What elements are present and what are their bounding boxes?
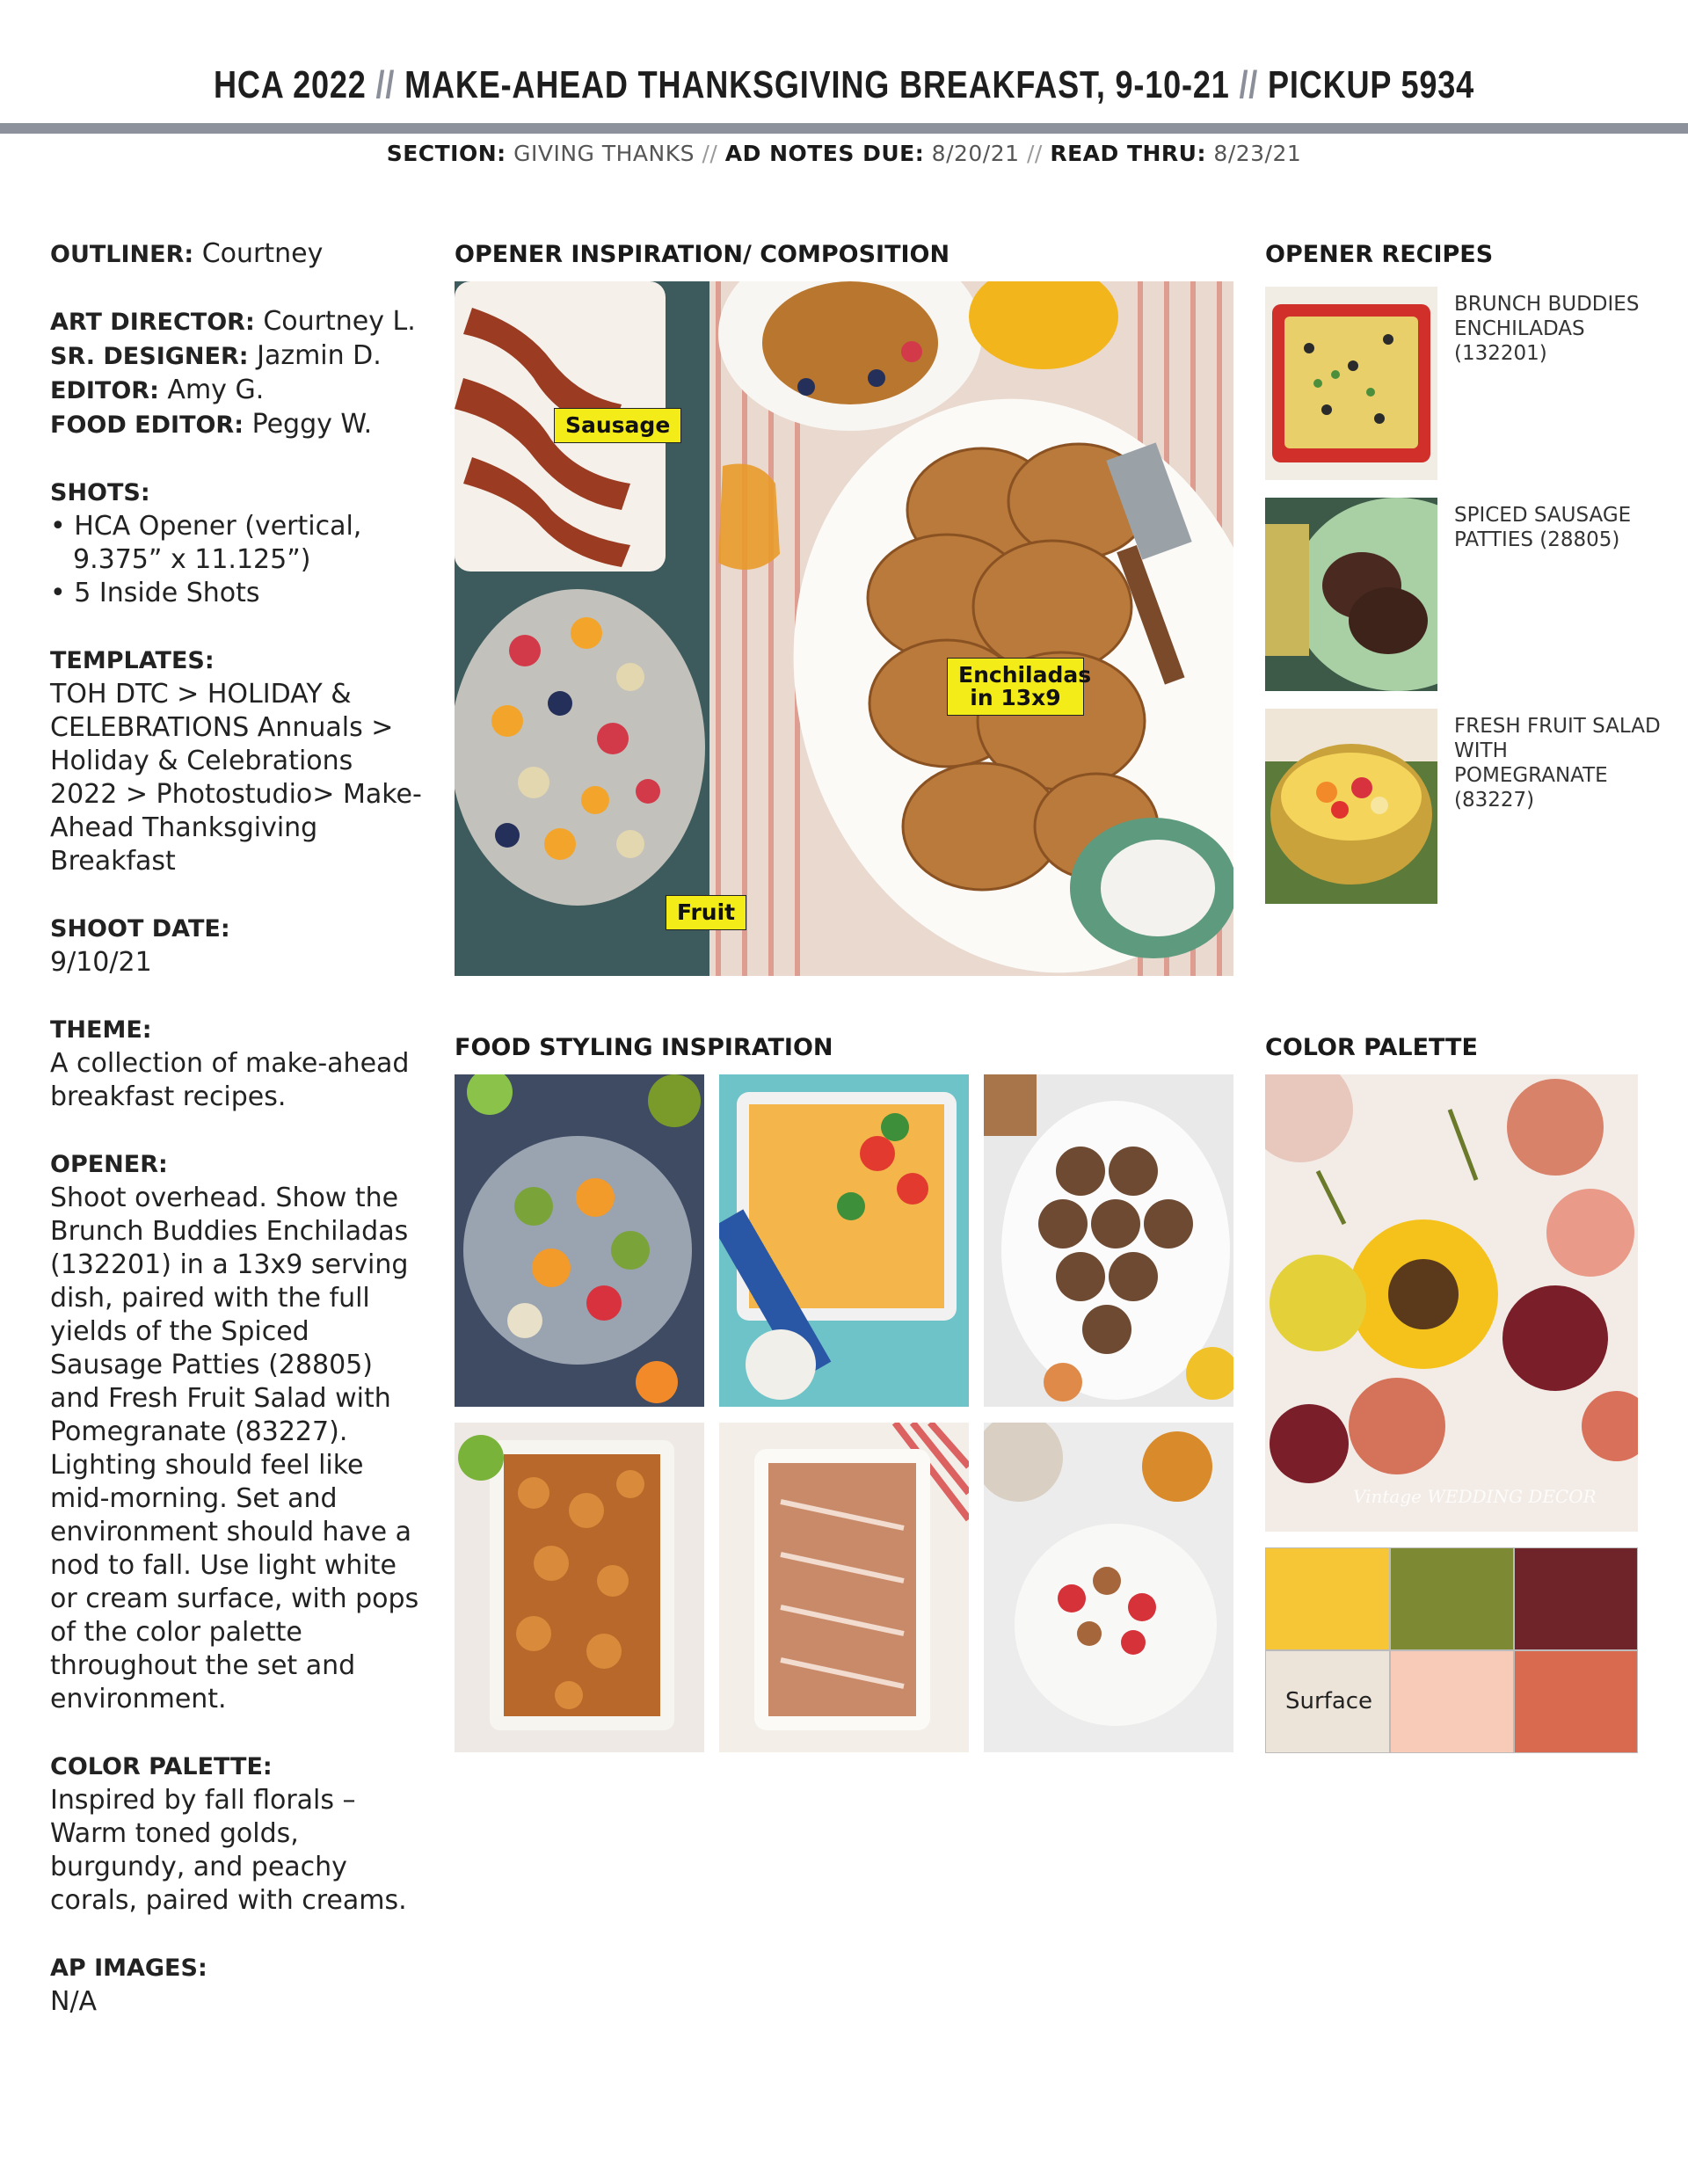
recipe-name-enchiladas: BRUNCH BUDDIES ENCHILADAS (132201) — [1454, 293, 1640, 365]
recipe-thumb-enchiladas — [1265, 287, 1437, 480]
styling-photo-french-toast-bake — [455, 1423, 704, 1752]
shots-block: SHOTS: • HCA Opener (vertical, 9.375” x 11.125”) • 5 Inside Shots — [50, 479, 362, 608]
recipe-thumb-fruit-salad — [1265, 709, 1437, 904]
swatch-gold — [1265, 1547, 1390, 1650]
brief-column — [50, 237, 428, 2052]
recipe-name-fruit-salad: FRESH FRUIT SALAD WITH POMEGRANATE (83227) — [1454, 715, 1661, 812]
styling-photo-sausage-patties — [984, 1074, 1233, 1407]
tag-sausage: Sausage — [554, 408, 681, 443]
opener-inspiration-photo — [455, 281, 1233, 976]
templates-block: TEMPLATES: TOH DTC > HOLIDAY & CELEBRATIONS Annuals > Holiday & Celebrations 2022 > Photostudio> Make-Ahead Thanksgiving Breakfast — [50, 647, 422, 877]
opener-photo-illustration — [455, 281, 1233, 976]
color-palette-block: COLOR PALETTE: Inspired by fall florals – Warm toned golds, burgundy, and peachy corals, paired with creams. — [50, 1753, 407, 1916]
swatch-burgundy — [1514, 1547, 1638, 1650]
color-palette-label: COLOR PALETTE — [1265, 1034, 1478, 1061]
palette-watermark: Vintage WEDDING DECOR — [1353, 1486, 1597, 1507]
tag-enchiladas: Enchiladas in 13x9 — [947, 658, 1084, 716]
recipe-thumb-sausage — [1265, 498, 1437, 691]
tag-fruit: Fruit — [666, 895, 746, 930]
theme-block: THEME: A collection of make-ahead breakfast recipes. — [50, 1016, 410, 1112]
opener-inspiration-label: OPENER INSPIRATION/ COMPOSITION — [455, 241, 950, 268]
ap-images-block: AP IMAGES: N/A — [50, 1955, 207, 2017]
swatch-surface-label: Surface — [1285, 1688, 1373, 1714]
palette-floral-photo — [1265, 1074, 1638, 1532]
opener-recipes-label: OPENER RECIPES — [1265, 241, 1494, 268]
outliner-block: OUTLINER: Courtney — [50, 238, 324, 269]
header-rule — [0, 123, 1688, 134]
styling-photo-granola-bowl — [984, 1423, 1233, 1752]
swatch-olive — [1390, 1547, 1514, 1650]
recipe-name-sausage: SPICED SAUSAGE PATTIES (28805) — [1454, 504, 1632, 551]
header-subline: SECTION: GIVING THANKS // AD NOTES DUE: 8/20/21 // READ THRU: 8/23/21 — [386, 141, 1302, 166]
swatch-coral — [1514, 1650, 1638, 1753]
styling-photo-egg-bake — [719, 1074, 969, 1407]
team-block: ART DIRECTOR: Courtney L. SR. DESIGNER: Jazmin D. EDITOR: Amy G. FOOD EDITOR: Peggy W. — [50, 306, 416, 440]
swatch-peach — [1390, 1650, 1514, 1753]
styling-photo-dessert-bake — [719, 1423, 969, 1752]
food-styling-label: FOOD STYLING INSPIRATION — [455, 1034, 833, 1061]
shoot-date-block: SHOOT DATE: 9/10/21 — [50, 915, 230, 978]
page-title: HCA 2022 // MAKE-AHEAD THANKSGIVING BREAKFAST, 9-10-21 // PICKUP 5934 — [213, 63, 1474, 106]
opener-block: OPENER: Shoot overhead. Show the Brunch Buddies Enchiladas (132201) in a 13x9 serving dish, paired with the full yields of the Spiced Sausage Patties (28805) and Fresh Fruit Salad with Pomegranate (83227). Lighting should feel like mid-morning. Set and environment should have a nod to fall. Use light white or cream surface, with pops of the color palette throughout the set and environment. — [50, 1151, 419, 1714]
styling-photo-fruit-salad — [455, 1074, 704, 1407]
